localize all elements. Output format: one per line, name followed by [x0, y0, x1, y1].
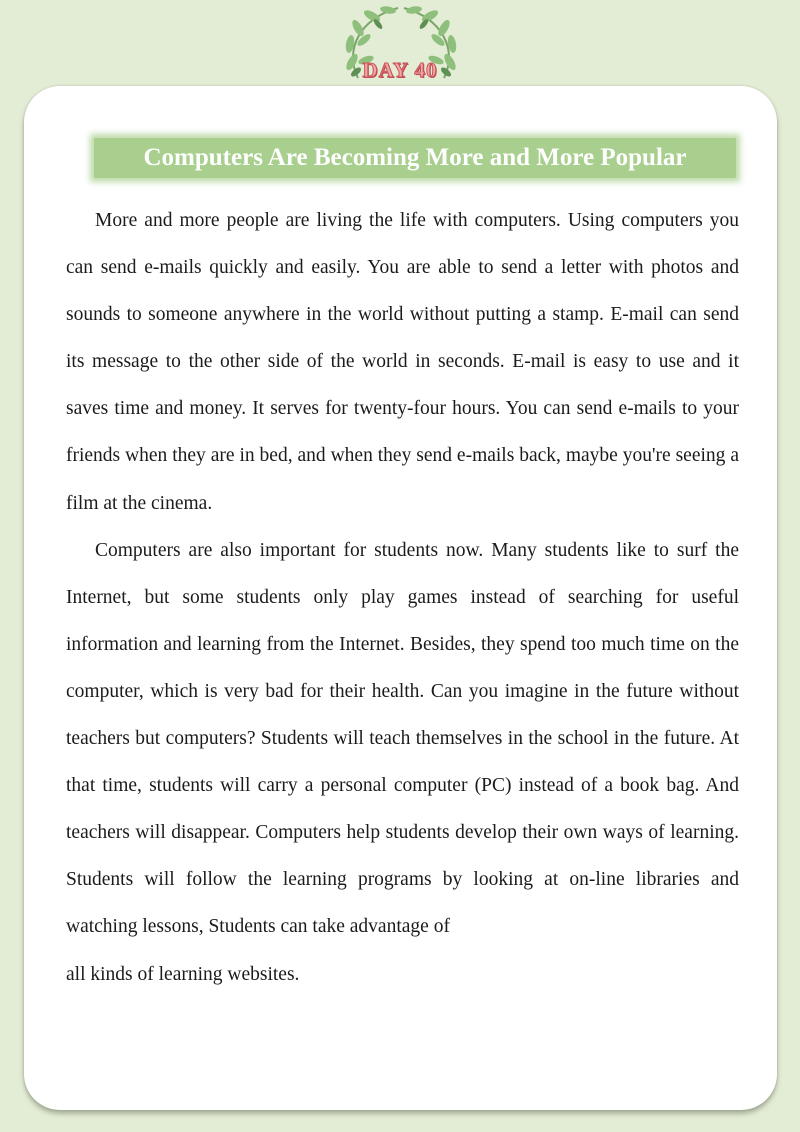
article-body: [66, 197, 739, 998]
paragraph: Computers are also important for students now. Many students like to surf the Internet, but some students only play games instead of searching for useful information and learning from the Internet. Besides, they spend too much time on the computer, which is very bad for their health. Can you imagine in the future without teachers but computers? Students will teach themselves in the school in the future. At that time, students will carry a personal computer (PC) instead of a book bag. And teachers will disappear. Computers help students develop their own ways of learning. Students will follow the learning programs by looking at on-line libraries and watching lessons, Students can take advantage of: [66, 539, 739, 938]
article-title: Computers Are Becoming More and More Popular: [143, 144, 687, 171]
paragraph-last-line: all kinds of learning websites.: [66, 963, 300, 985]
day-badge: DAY 40: [362, 58, 438, 82]
title-banner: [94, 138, 736, 178]
paragraph: More and more people are living the life with computers. Using computers you can send e-mails quickly and easily. You are able to send a letter with photos and sounds to someone anywhere in the world without putting a stamp. E-mail can send its message to the other side of the world in seconds. E-mail is easy to use and it saves time and money. It serves for twenty-four hours. You can send e-mails to your friends when they are in bed, and when they send e-mails back, maybe you're seeing a film at the cinema.: [66, 210, 739, 514]
article-card: [24, 86, 777, 1110]
